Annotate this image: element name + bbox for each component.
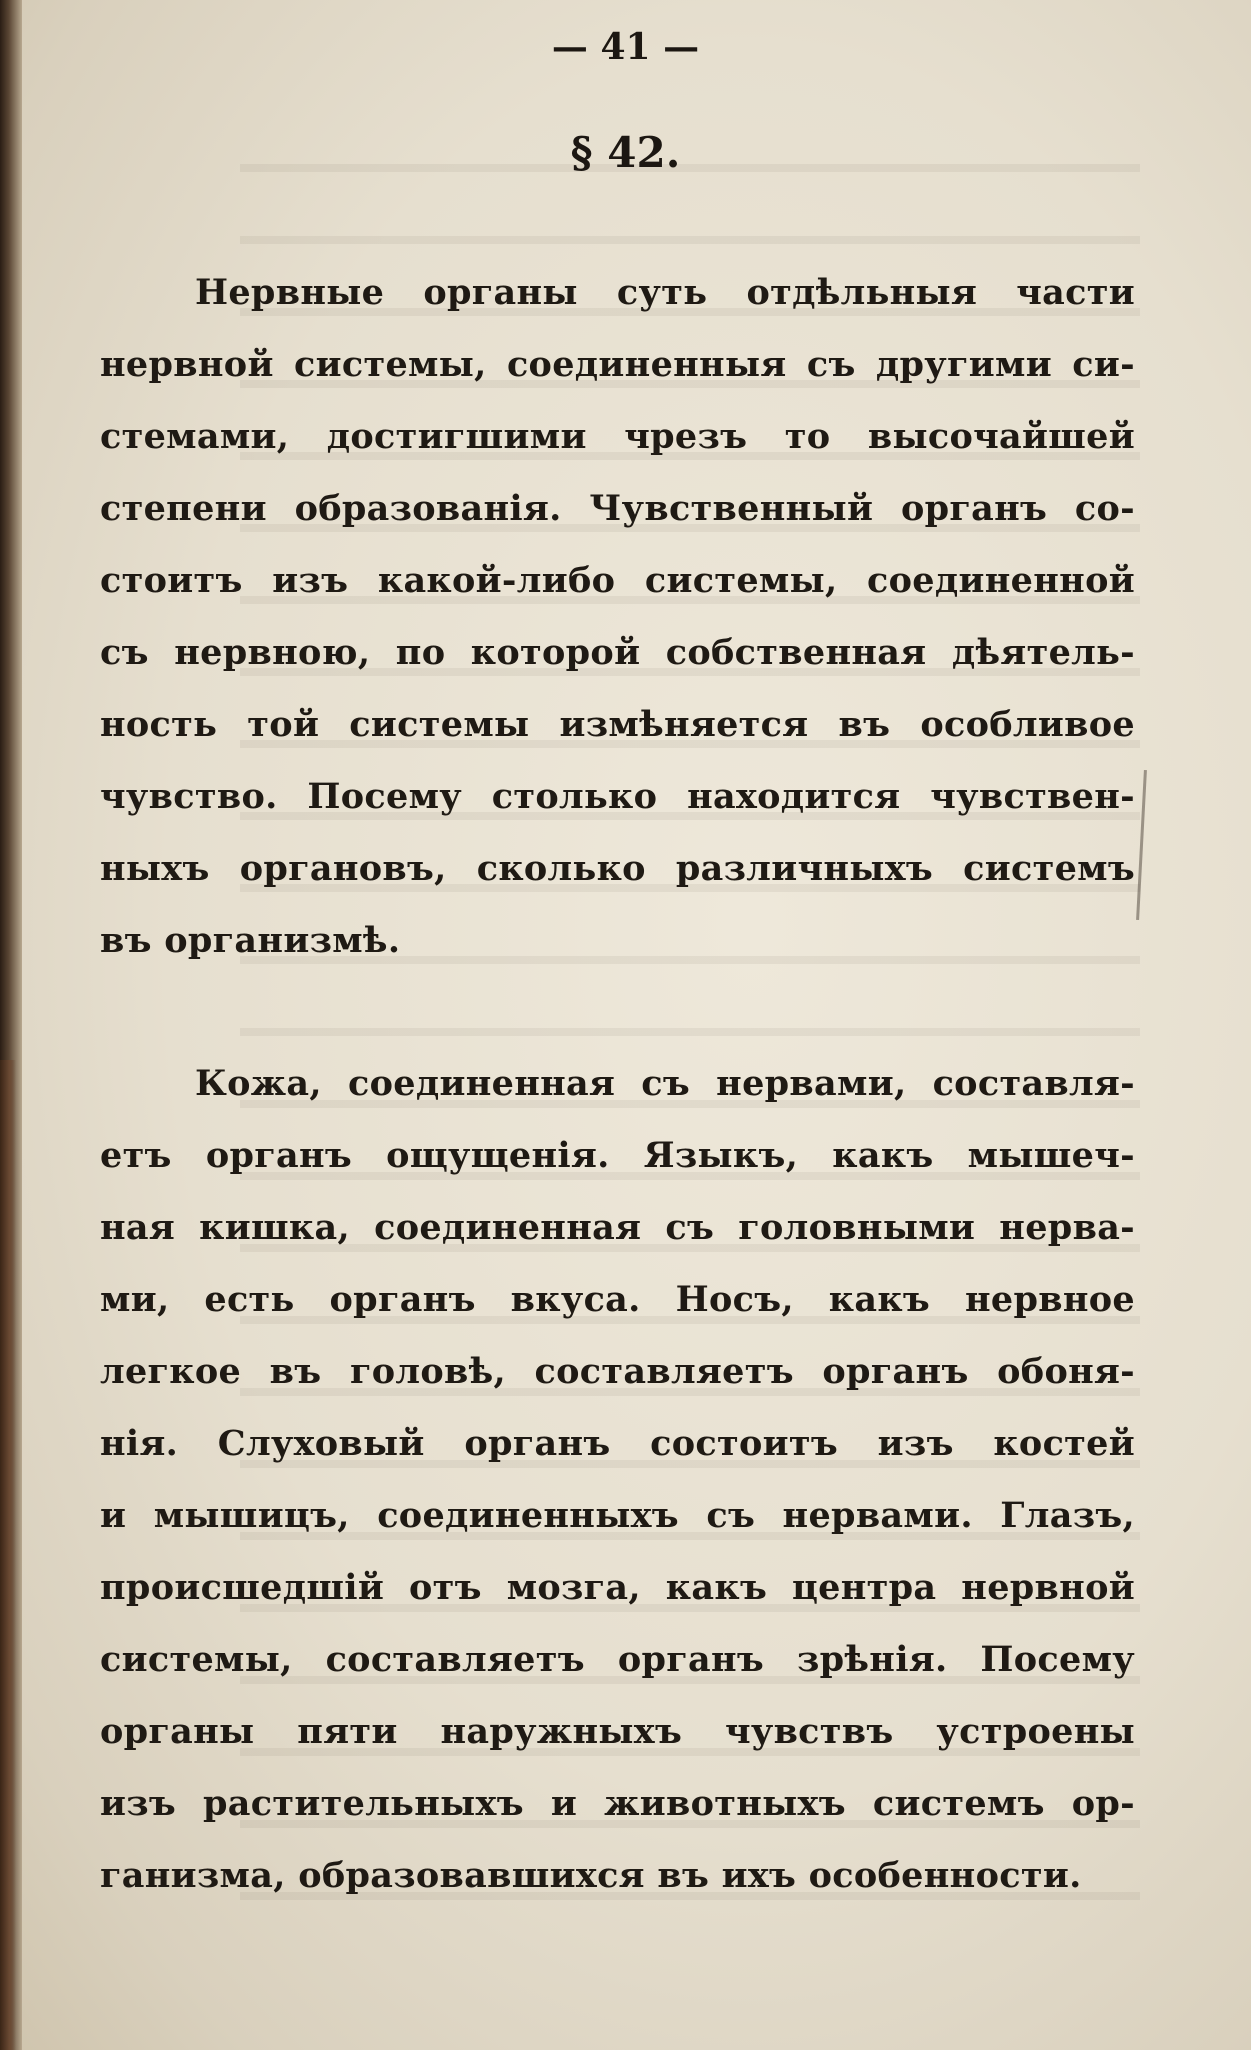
text-line: степени образованія. Чувственный органъ со- [100,488,1135,529]
text-line: нія. Слуховый органъ состоитъ изъ костей [100,1423,1135,1464]
text-line: происшедшій отъ мозга, какъ центра нервной [100,1567,1135,1608]
text-line: стоитъ изъ какой-либо системы, соединенной [100,560,1135,601]
book-spine-edge [0,1060,16,2050]
text-line: Кожа, соединенная съ нервами, составля- [195,1063,1135,1104]
text-line: ганизма, образовавшихся въ ихъ особенности. [100,1855,1082,1896]
text-line: органы пяти наружныхъ чувствъ устроены [100,1711,1135,1752]
text-line: ная кишка, соединенная съ головными нерва- [100,1207,1135,1248]
text-line: ныхъ органовъ, сколько различныхъ системъ [100,848,1135,889]
section-heading: § 42. [570,128,681,177]
page-number: — 41 — [551,26,700,68]
text-line: нервной системы, соединенныя съ другими си- [100,344,1135,385]
text-line: съ нервною, по которой собственная дѣятель- [100,632,1135,673]
text-line: легкое въ головѣ, составляетъ органъ обоня- [100,1351,1135,1392]
text-line: Нервные органы суть отдѣльныя части [195,272,1135,313]
text-line: системы, составляетъ органъ зрѣнія. Посему [100,1639,1135,1680]
paragraph-2 [100,1048,1135,1912]
text-line: и мышицъ, соединенныхъ съ нервами. Глазъ, [100,1495,1135,1536]
text-line: ность той системы измѣняется въ особливое [100,704,1135,745]
text-line: ми, есть органъ вкуса. Носъ, какъ нервное [100,1279,1135,1320]
text-line: чувство. Посему столько находится чувствен- [100,776,1135,817]
text-line: въ организмѣ. [100,920,401,961]
paragraph-1 [100,257,1135,977]
text-line: изъ растительныхъ и животныхъ системъ ор- [100,1783,1135,1824]
text-line: етъ органъ ощущенія. Языкъ, какъ мышеч- [100,1135,1135,1176]
text-line: стемами, достигшими чрезъ то высочайшей [100,416,1135,457]
